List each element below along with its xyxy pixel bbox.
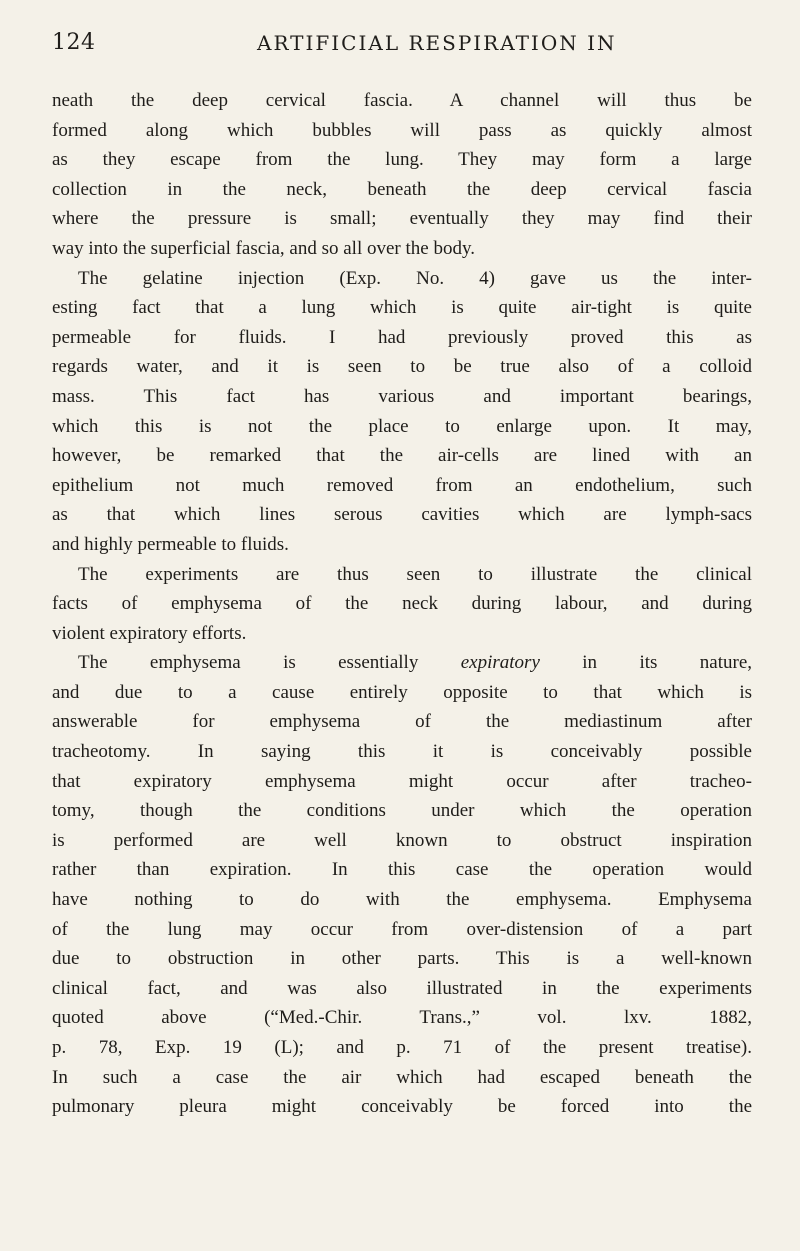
text-line: that expiratory emphysema might occur after tracheo-: [52, 770, 752, 792]
text-run: in its nature,: [582, 652, 753, 674]
text-line: of the lung may occur from over-distension of a part: [52, 918, 752, 940]
text-line: way into the superficial fascia, and so all over the body.: [52, 237, 475, 259]
text-line: tracheotomy. In saying this it is conceivably possible: [52, 741, 752, 763]
paragraph-2: [52, 264, 752, 560]
paragraph-1: [52, 86, 752, 264]
text-line: p. 78, Exp. 19 (L); and p. 71 of the present treatise).: [52, 1037, 752, 1058]
text-line: In such a case the air which had escaped beneath the: [52, 1066, 752, 1088]
text-line: have nothing to do with the emphysema. Emphysema: [52, 889, 752, 911]
text-line: however, be remarked that the air-cells are lined with an: [52, 445, 752, 467]
text-run: The emphysema is essentially: [78, 652, 419, 674]
text-line: as that which lines serous cavities which are lymph-sacs: [52, 504, 752, 526]
text-line: permeable for fluids. I had previously proved this as: [52, 326, 752, 348]
text-line: violent expiratory efforts.: [52, 622, 247, 644]
text-line: which this is not the place to enlarge upon. It may,: [52, 415, 752, 437]
text-line: regards water, and it is seen to be true also of a colloid: [52, 356, 752, 378]
text-line: pulmonary pleura might conceivably be forced into the: [52, 1096, 752, 1118]
italic-term: expiratory: [460, 652, 540, 674]
text-line: clinical fact, and was also illustrated in the experiments: [52, 977, 752, 999]
body-text: [52, 86, 752, 1122]
paragraph-4: [52, 648, 752, 1122]
text-line: epithelium not much removed from an endothelium, such: [52, 474, 752, 496]
running-title: ARTIFICIAL RESPIRATION IN: [257, 31, 617, 55]
text-line: facts of emphysema of the neck during labour, and during: [52, 593, 752, 615]
text-line: due to obstruction in other parts. This is a well-known: [52, 948, 752, 970]
text-line: esting fact that a lung which is quite air-tight is quite: [52, 297, 752, 319]
text-line: [52, 648, 752, 678]
text-line: where the pressure is small; eventually they may find their: [52, 208, 752, 230]
text-line: mass. This fact has various and important bearings,: [52, 385, 752, 407]
text-line: collection in the neck, beneath the deep cervical fascia: [52, 178, 752, 200]
page-number: 124: [52, 30, 96, 55]
text-line: rather than expiration. In this case the operation would: [52, 859, 752, 881]
text-line: answerable for emphysema of the mediastinum after: [52, 711, 752, 733]
text-line: neath the deep cervical fascia. A channel will thus be: [52, 90, 752, 111]
text-line: as they escape from the lung. They may form a large: [52, 149, 752, 171]
text-line: formed along which bubbles will pass as quickly almost: [52, 119, 752, 141]
page-header: [52, 30, 752, 60]
text-line: and due to a cause entirely opposite to that which is: [52, 681, 752, 703]
text-line: and highly permeable to fluids.: [52, 533, 289, 555]
text-line: The experiments are thus seen to illustrate the clinical: [78, 563, 752, 585]
text-line: quoted above (“Med.-Chir. Trans.,” vol. lxv. 1882,: [52, 1007, 752, 1029]
text-line: tomy, though the conditions under which the operation: [52, 800, 752, 822]
text-line: is performed are well known to obstruct inspiration: [52, 829, 752, 851]
text-line: The gelatine injection (Exp. No. 4) gave us the inter-: [78, 267, 752, 289]
paragraph-3: [52, 560, 752, 649]
